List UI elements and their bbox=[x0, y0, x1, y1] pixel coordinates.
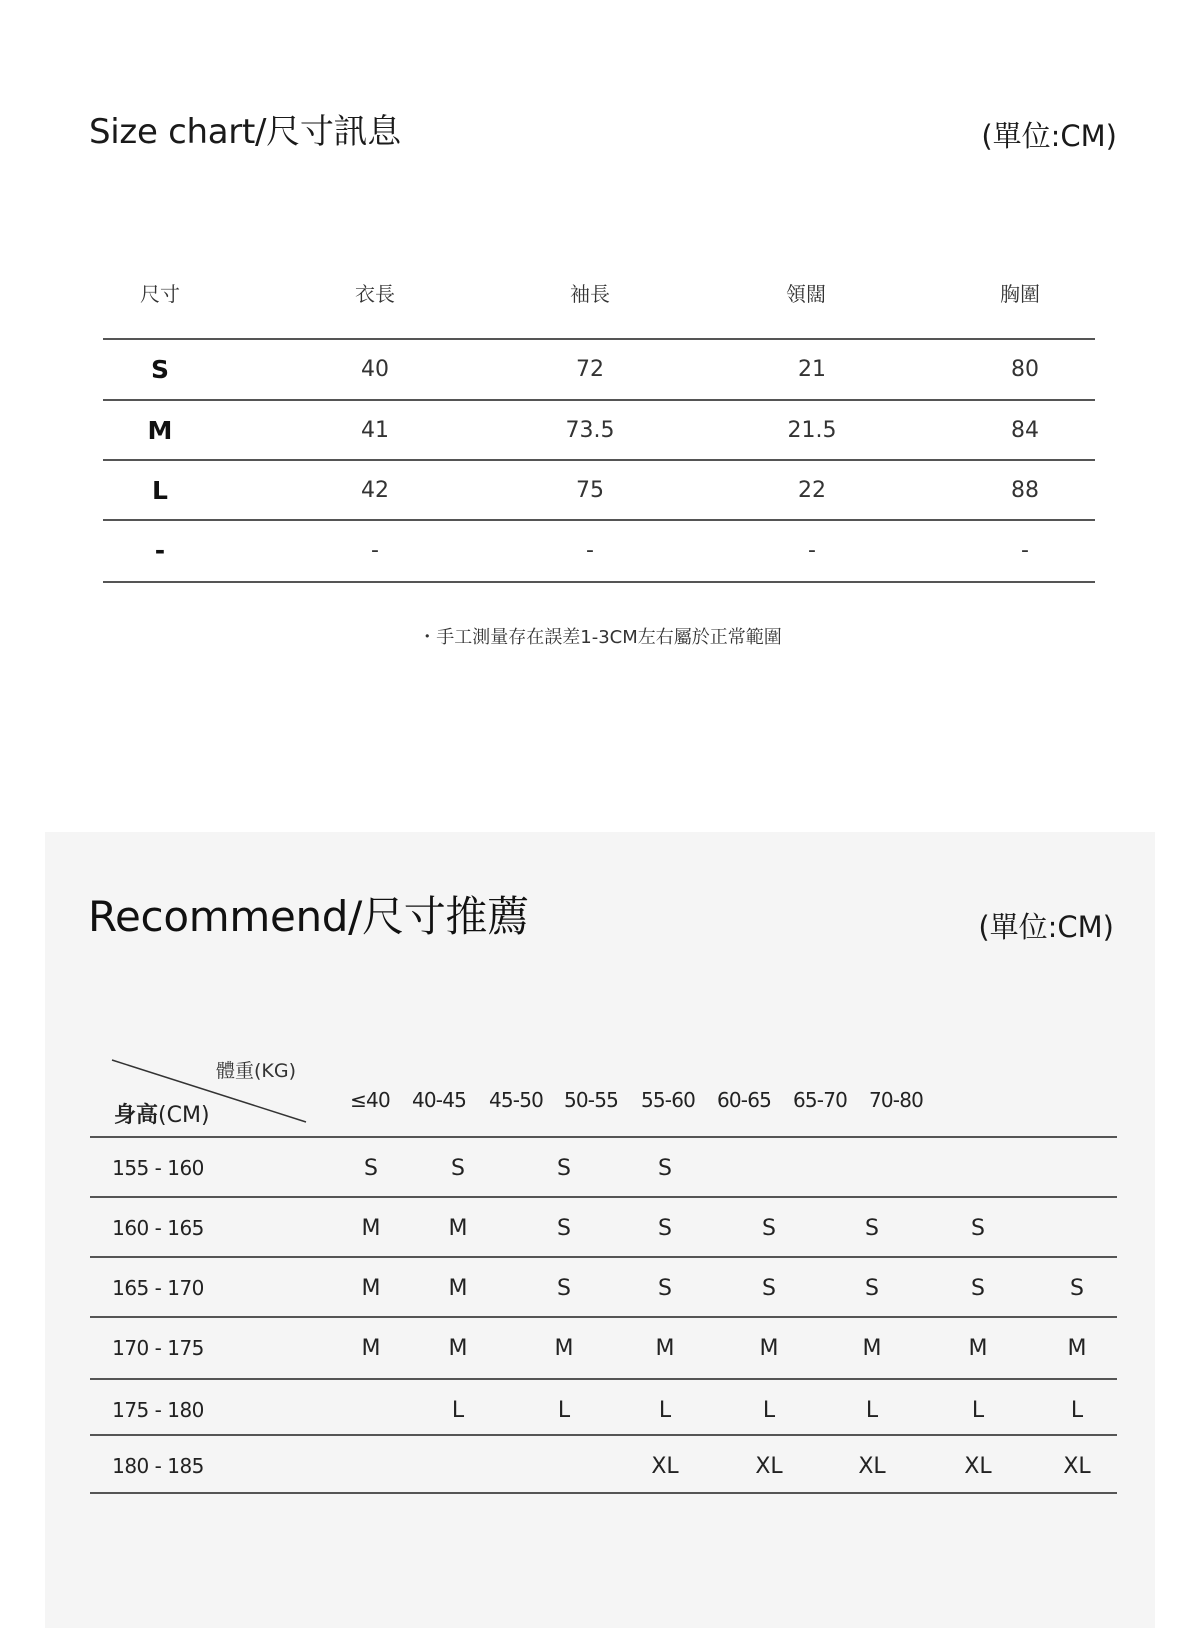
height-range: 155 - 160 bbox=[112, 1156, 204, 1180]
size-cell: L bbox=[1070, 1398, 1084, 1423]
size-cell: XL bbox=[1063, 1454, 1091, 1479]
size-cell: M bbox=[554, 1336, 574, 1361]
size-cell: L bbox=[658, 1398, 672, 1423]
size-cell: S bbox=[971, 1276, 985, 1301]
height-range: 180 - 185 bbox=[112, 1454, 204, 1478]
sleeve-value: - bbox=[586, 538, 594, 563]
recommend-unit: (單位:CM) bbox=[978, 910, 1114, 944]
height-axis-label-main: 身高 bbox=[114, 1103, 159, 1128]
length-value: 41 bbox=[361, 418, 389, 443]
collar-value: 21 bbox=[798, 357, 826, 382]
size-cell: S bbox=[1070, 1276, 1084, 1301]
size-cell: S bbox=[865, 1276, 879, 1301]
height-row-170-175 bbox=[90, 1316, 1117, 1378]
size-cell: S bbox=[557, 1216, 571, 1241]
size-cell: M bbox=[361, 1336, 381, 1361]
size-row-s bbox=[103, 338, 1095, 400]
size-cell: S bbox=[658, 1156, 672, 1181]
column-header-sleeve: 袖長 bbox=[570, 282, 610, 306]
measurement-note: ・手工測量存在誤差1-3CM左右屬於正常範圍 bbox=[418, 627, 782, 648]
chest-value: 88 bbox=[1011, 478, 1039, 503]
size-cell: M bbox=[862, 1336, 882, 1361]
size-cell: S bbox=[451, 1156, 465, 1181]
collar-value: - bbox=[808, 538, 816, 563]
size-row-l bbox=[103, 459, 1095, 521]
length-value: - bbox=[371, 538, 379, 563]
size-cell: M bbox=[361, 1216, 381, 1241]
height-range: 165 - 170 bbox=[112, 1276, 204, 1300]
weight-axis-label: 體重(KG) bbox=[216, 1060, 297, 1082]
size-chart-header bbox=[103, 272, 1095, 312]
length-value: 40 bbox=[361, 357, 389, 382]
size-cell: S bbox=[971, 1216, 985, 1241]
weight-col-header: 60-65 bbox=[716, 1088, 772, 1112]
size-label: S bbox=[150, 355, 170, 384]
weight-col-header: 55-60 bbox=[640, 1088, 696, 1112]
size-cell: S bbox=[557, 1156, 571, 1181]
height-row-155-160 bbox=[90, 1136, 1117, 1196]
weight-col-header: 50-55 bbox=[563, 1088, 619, 1112]
height-range: 170 - 175 bbox=[112, 1336, 204, 1360]
size-label: - bbox=[154, 536, 166, 565]
size-cell: M bbox=[968, 1336, 988, 1361]
size-cell: M bbox=[448, 1216, 468, 1241]
size-cell: L bbox=[762, 1398, 776, 1423]
size-cell: S bbox=[658, 1276, 672, 1301]
weight-col-header: 65-70 bbox=[792, 1088, 848, 1112]
chest-value: 84 bbox=[1011, 418, 1039, 443]
height-range: 175 - 180 bbox=[112, 1398, 204, 1422]
height-axis-label-unit: (CM) bbox=[158, 1103, 210, 1128]
height-row-160-165 bbox=[90, 1196, 1117, 1256]
size-cell: M bbox=[448, 1276, 468, 1301]
size-cell: L bbox=[971, 1398, 985, 1423]
column-header-collar: 領闊 bbox=[786, 282, 826, 306]
size-cell: S bbox=[557, 1276, 571, 1301]
weight-col-header: 40-45 bbox=[411, 1088, 467, 1112]
chest-value: - bbox=[1021, 538, 1029, 563]
column-header-size: 尺寸 bbox=[140, 282, 180, 306]
size-cell: S bbox=[762, 1216, 776, 1241]
size-row-m bbox=[103, 399, 1095, 461]
weight-col-header: ≤40 bbox=[350, 1088, 390, 1112]
size-cell: L bbox=[451, 1398, 465, 1423]
size-cell: S bbox=[865, 1216, 879, 1241]
size-label: L bbox=[152, 476, 168, 505]
sleeve-value: 73.5 bbox=[565, 418, 615, 443]
weight-header-row bbox=[90, 1086, 1117, 1126]
size-cell: S bbox=[364, 1156, 378, 1181]
column-header-length: 衣長 bbox=[355, 282, 395, 306]
size-cell: M bbox=[655, 1336, 675, 1361]
size-chart-unit: (單位:CM) bbox=[981, 119, 1117, 153]
weight-col-header: 70-80 bbox=[868, 1088, 924, 1112]
size-cell: XL bbox=[858, 1454, 886, 1479]
size-cell: M bbox=[448, 1336, 468, 1361]
size-cell: XL bbox=[964, 1454, 992, 1479]
column-header-chest: 胸圍 bbox=[1000, 282, 1040, 306]
sleeve-value: 75 bbox=[576, 478, 604, 503]
size-cell: S bbox=[658, 1216, 672, 1241]
size-cell: M bbox=[1067, 1336, 1087, 1361]
recommend-title: Recommend/尺寸推薦 bbox=[88, 892, 529, 941]
weight-col-header: 45-50 bbox=[488, 1088, 544, 1112]
height-range: 160 - 165 bbox=[112, 1216, 204, 1240]
size-cell: XL bbox=[755, 1454, 783, 1479]
height-row-175-180 bbox=[90, 1378, 1117, 1434]
size-label: M bbox=[147, 416, 173, 445]
size-cell: XL bbox=[651, 1454, 679, 1479]
height-row-165-170 bbox=[90, 1256, 1117, 1316]
size-cell: M bbox=[759, 1336, 779, 1361]
size-row-placeholder bbox=[103, 519, 1095, 583]
height-row-180-185 bbox=[90, 1434, 1117, 1494]
chest-value: 80 bbox=[1011, 357, 1039, 382]
length-value: 42 bbox=[361, 478, 389, 503]
collar-value: 21.5 bbox=[787, 418, 837, 443]
size-cell: L bbox=[865, 1398, 879, 1423]
sleeve-value: 72 bbox=[576, 357, 604, 382]
size-cell: L bbox=[557, 1398, 571, 1423]
size-cell: M bbox=[361, 1276, 381, 1301]
collar-value: 22 bbox=[798, 478, 826, 503]
size-chart-title: Size chart/尺寸訊息 bbox=[89, 112, 401, 152]
size-cell: S bbox=[762, 1276, 776, 1301]
